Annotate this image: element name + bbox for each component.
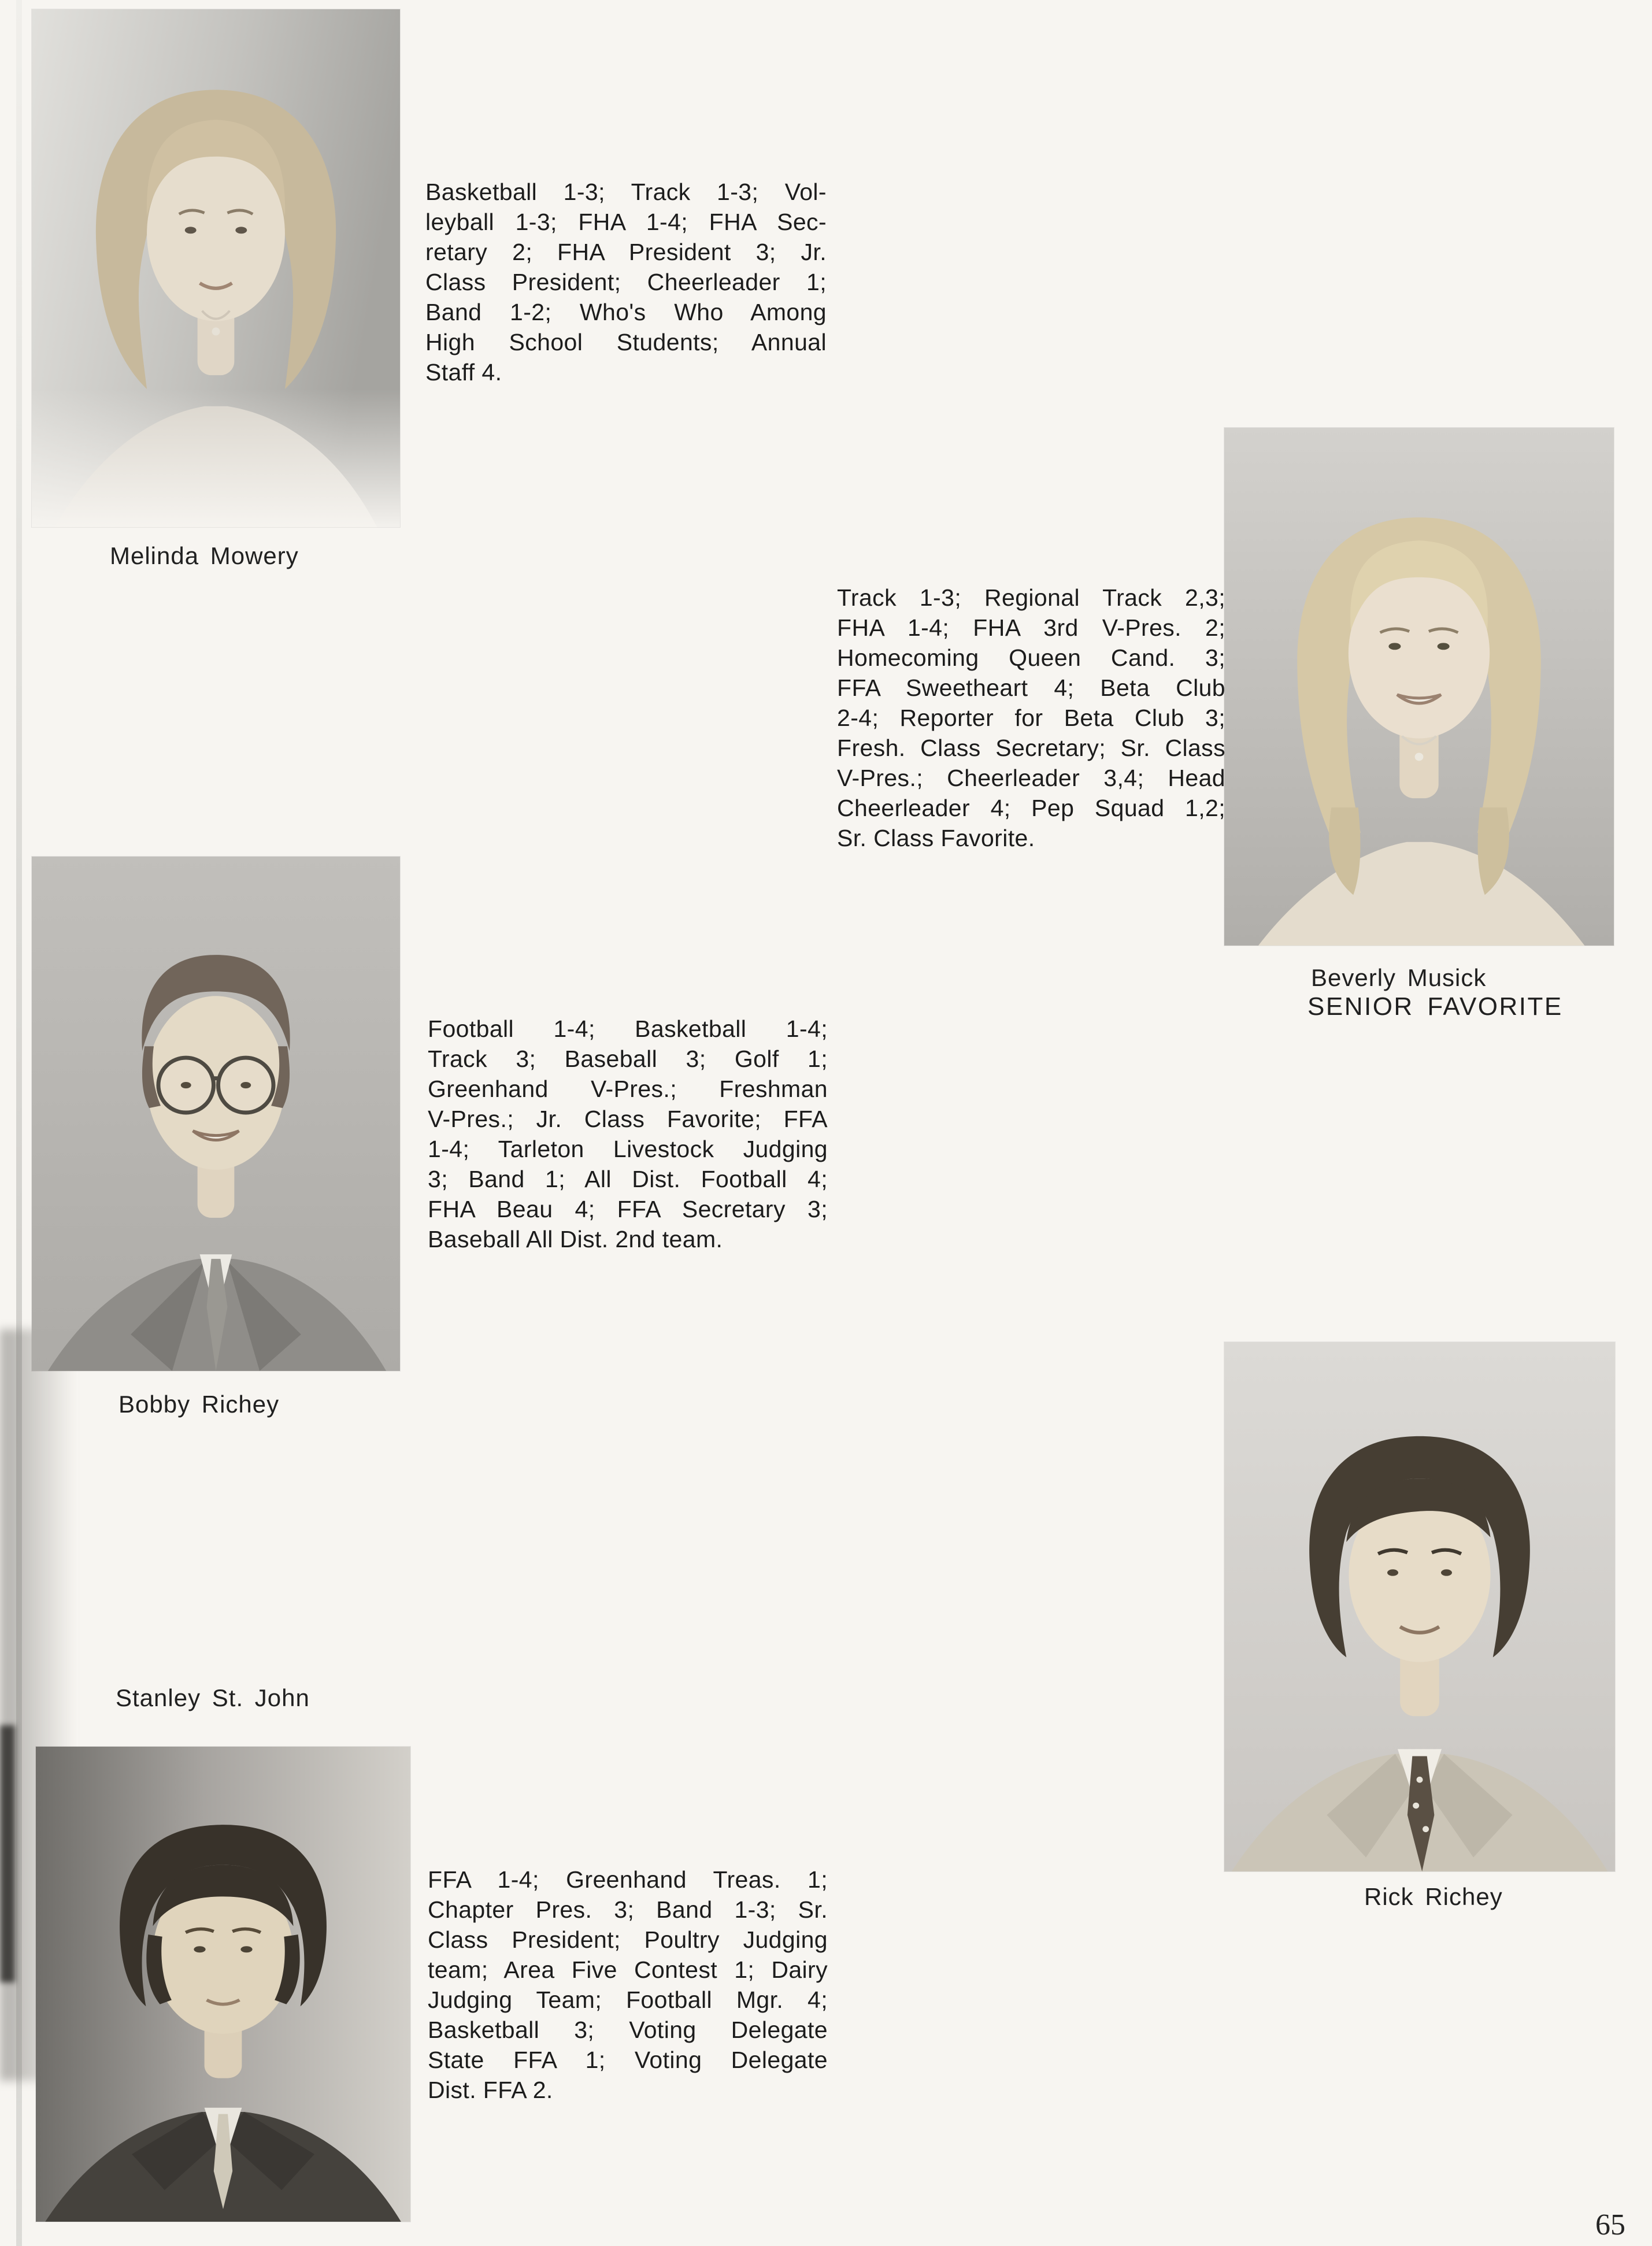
- caption-bobby-richey: Bobby Richey: [118, 1391, 280, 1418]
- activities-line: Band 1-2; Who's Who Among: [425, 299, 827, 325]
- activities-line: Staff 4.: [425, 359, 502, 386]
- book-binding-dark-smudge: [0, 1725, 15, 1982]
- caption-rick-richey: Rick Richey: [1364, 1883, 1503, 1910]
- activities-line: 1-4; Tarleton Livestock Judging: [428, 1136, 828, 1162]
- activities-line: 2-4; Reporter for Beta Club 3;: [837, 705, 1225, 731]
- caption-beverly-musick: Beverly Musick: [1311, 964, 1487, 991]
- activities-line: High School Students; Annual: [425, 329, 827, 355]
- portrait-melinda-mowery: [32, 9, 400, 527]
- activities-bobby-richey: [428, 1014, 828, 1254]
- portrait-bobby-richey: [32, 857, 400, 1371]
- activities-line: Fresh. Class Secretary; Sr. Class: [837, 735, 1225, 761]
- activities-line: team; Area Five Contest 1; Dairy: [428, 1956, 828, 1983]
- caption-melinda-mowery: Melinda Mowery: [110, 542, 299, 569]
- activities-line: Basketball 1-3; Track 1-3; Vol-: [425, 179, 827, 205]
- activities-line: leyball 1-3; FHA 1-4; FHA Sec-: [425, 209, 827, 235]
- activities-line: Basketball 3; Voting Delegate: [428, 2017, 828, 2043]
- activities-line: Judging Team; Football Mgr. 4;: [428, 1986, 828, 2013]
- activities-line: State FFA 1; Voting Delegate: [428, 2047, 828, 2073]
- activities-line: FHA Beau 4; FFA Secretary 3;: [428, 1196, 828, 1222]
- portrait-beverly-musick: [1224, 428, 1614, 946]
- activities-beverly-musick: [837, 583, 1225, 853]
- activities-stanley-st-john: [428, 1865, 828, 2105]
- activities-line: Sr. Class Favorite.: [837, 825, 1035, 851]
- activities-line: Class President; Cheerleader 1;: [425, 269, 827, 295]
- portrait-stanley-st-john: [36, 1747, 410, 2222]
- activities-line: FFA Sweetheart 4; Beta Club: [837, 674, 1225, 701]
- activities-line: Homecoming Queen Cand. 3;: [837, 644, 1225, 671]
- activities-line: FFA 1-4; Greenhand Treas. 1;: [428, 1866, 828, 1893]
- activities-line: Greenhand V-Pres.; Freshman: [428, 1076, 828, 1102]
- activities-line: V-Pres.; Cheerleader 3,4; Head: [837, 765, 1225, 791]
- activities-line: V-Pres.; Jr. Class Favorite; FFA: [428, 1106, 828, 1132]
- activities-line: Track 1-3; Regional Track 2,3;: [837, 584, 1225, 611]
- page-number: 65: [1595, 2208, 1625, 2241]
- activities-line: 3; Band 1; All Dist. Football 4;: [428, 1166, 828, 1192]
- portrait-rick-richey: [1224, 1342, 1615, 1871]
- activities-line: Class President; Poultry Judging: [428, 1926, 828, 1953]
- activities-line: retary 2; FHA President 3; Jr.: [425, 239, 827, 265]
- activities-line: Track 3; Baseball 3; Golf 1;: [428, 1046, 828, 1072]
- activities-line: Baseball All Dist. 2nd team.: [428, 1226, 723, 1252]
- activities-line: Dist. FFA 2.: [428, 2077, 553, 2103]
- activities-melinda-mowery: [425, 177, 827, 387]
- caption-senior-favorite: SENIOR FAVORITE: [1307, 992, 1563, 1021]
- activities-line: Football 1-4; Basketball 1-4;: [428, 1015, 828, 1042]
- activities-line: Chapter Pres. 3; Band 1-3; Sr.: [428, 1896, 828, 1923]
- activities-line: Cheerleader 4; Pep Squad 1,2;: [837, 795, 1225, 821]
- caption-stanley-st-john: Stanley St. John: [116, 1684, 310, 1711]
- activities-line: FHA 1-4; FHA 3rd V-Pres. 2;: [837, 614, 1225, 641]
